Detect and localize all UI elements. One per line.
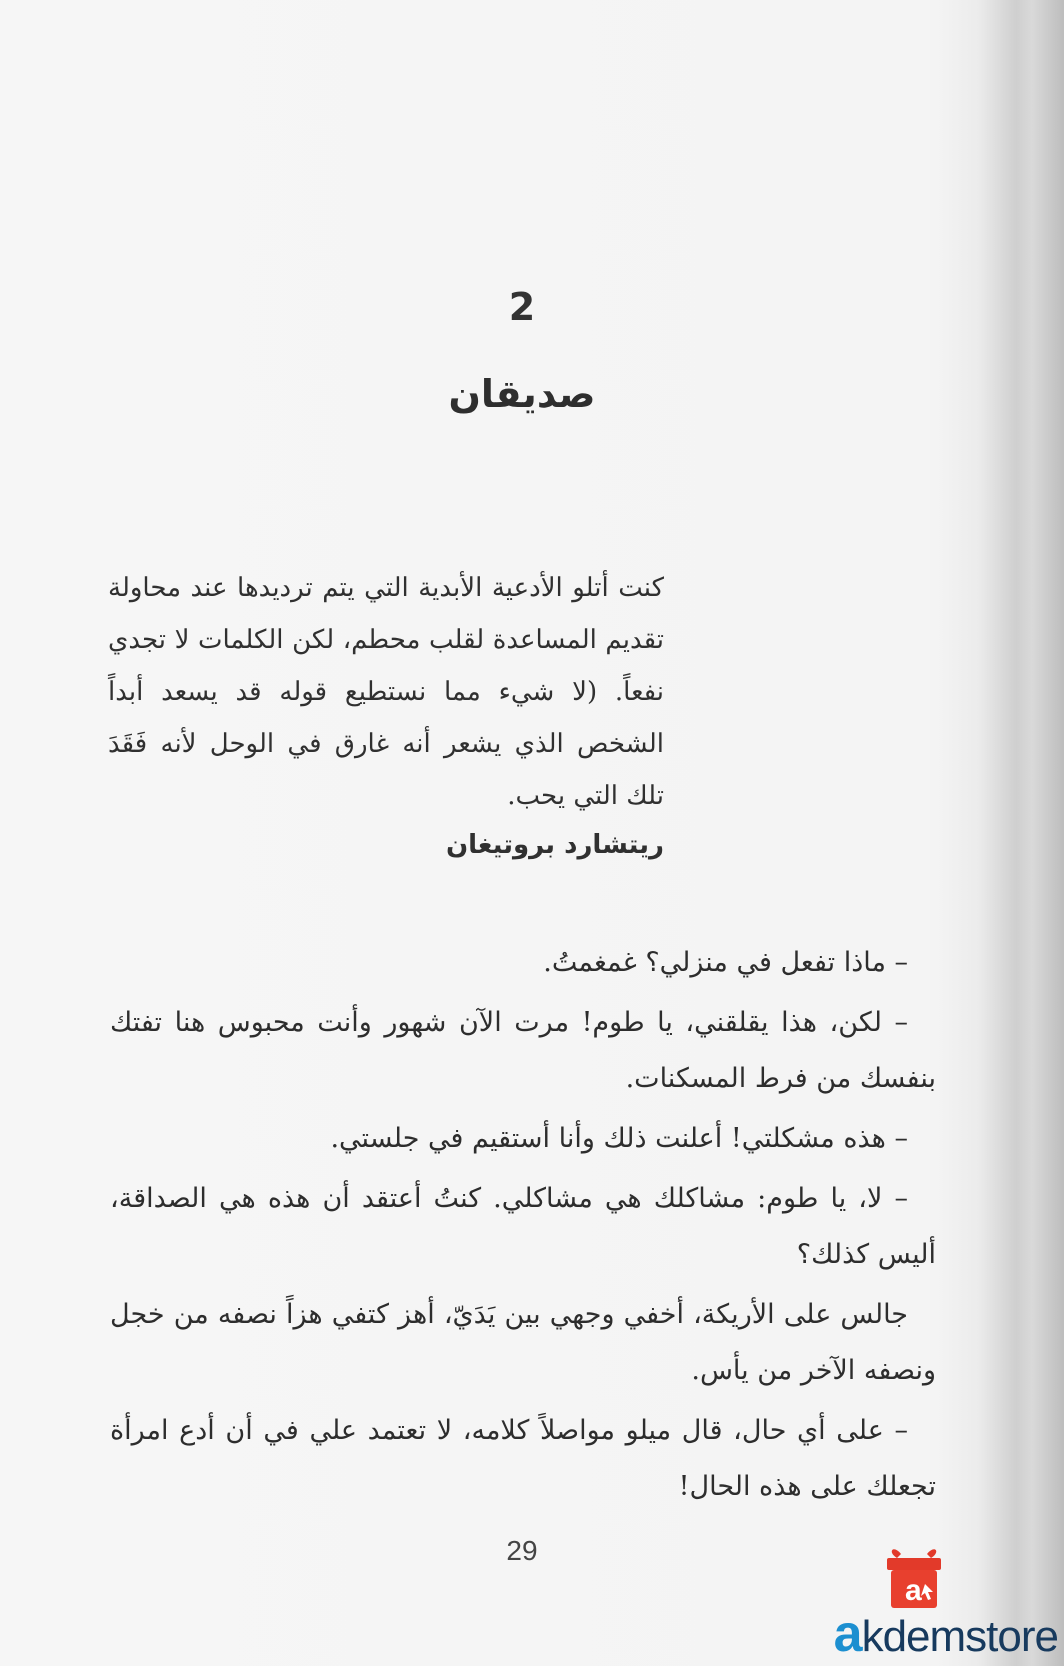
store-name: akdemstore bbox=[833, 1605, 1058, 1663]
paragraph: – لا، يا طوم: مشاكلك هي مشاكلي. كنتُ أعتقد أن هذه هي الصداقة، أليس كذلك؟ bbox=[110, 1183, 936, 1270]
page-number: 29 bbox=[506, 1535, 538, 1566]
paragraph: جالس على الأريكة، أخفي وجهي بين يَدَيّ، أهز كتفي هزاً نصفه من خجل ونصفه الآخر من يأس. bbox=[110, 1299, 936, 1386]
body-text bbox=[110, 935, 936, 1519]
paragraph: – هذه مشكلتي! أعلنت ذلك وأنا أستقيم في جلستي. bbox=[330, 1123, 908, 1154]
epigraph-author: ريتشارد بروتيغان bbox=[445, 830, 664, 860]
chapter-number: 2 bbox=[508, 285, 536, 329]
paragraph: – لكن، هذا يقلقني، يا طوم! مرت الآن شهور وأنت محبوس هنا تفتك بنفسك من فرط المسكنات. bbox=[110, 1007, 936, 1094]
store-name-rest: kdemstore bbox=[861, 1612, 1058, 1661]
chapter-title: صديقان bbox=[448, 372, 596, 416]
svg-text:a: a bbox=[905, 1574, 922, 1607]
epigraph-text: كنت أتلو الأدعية الأبدية التي يتم ترديدها عند محاولة تقديم المساعدة لقلب محطم، لكن الكلمات لا تجدي نفعاً. (لا شيء مما نستطيع قوله قد يسعد أبداً الشخص الذي يشعر أنه غارق في الوحل لأنه فَقَدَ تلك التي يحب. bbox=[108, 573, 664, 811]
store-watermark bbox=[758, 1544, 1058, 1664]
paragraph: – ماذا تفعل في منزلي؟ غمغمتُ. bbox=[543, 947, 908, 978]
paragraph: – على أي حال، قال ميلو مواصلاً كلامه، لا تعتمد علي في أن أدع امرأة تجعلك على هذه الحال! bbox=[110, 1415, 936, 1502]
gift-book-icon bbox=[883, 1544, 945, 1610]
